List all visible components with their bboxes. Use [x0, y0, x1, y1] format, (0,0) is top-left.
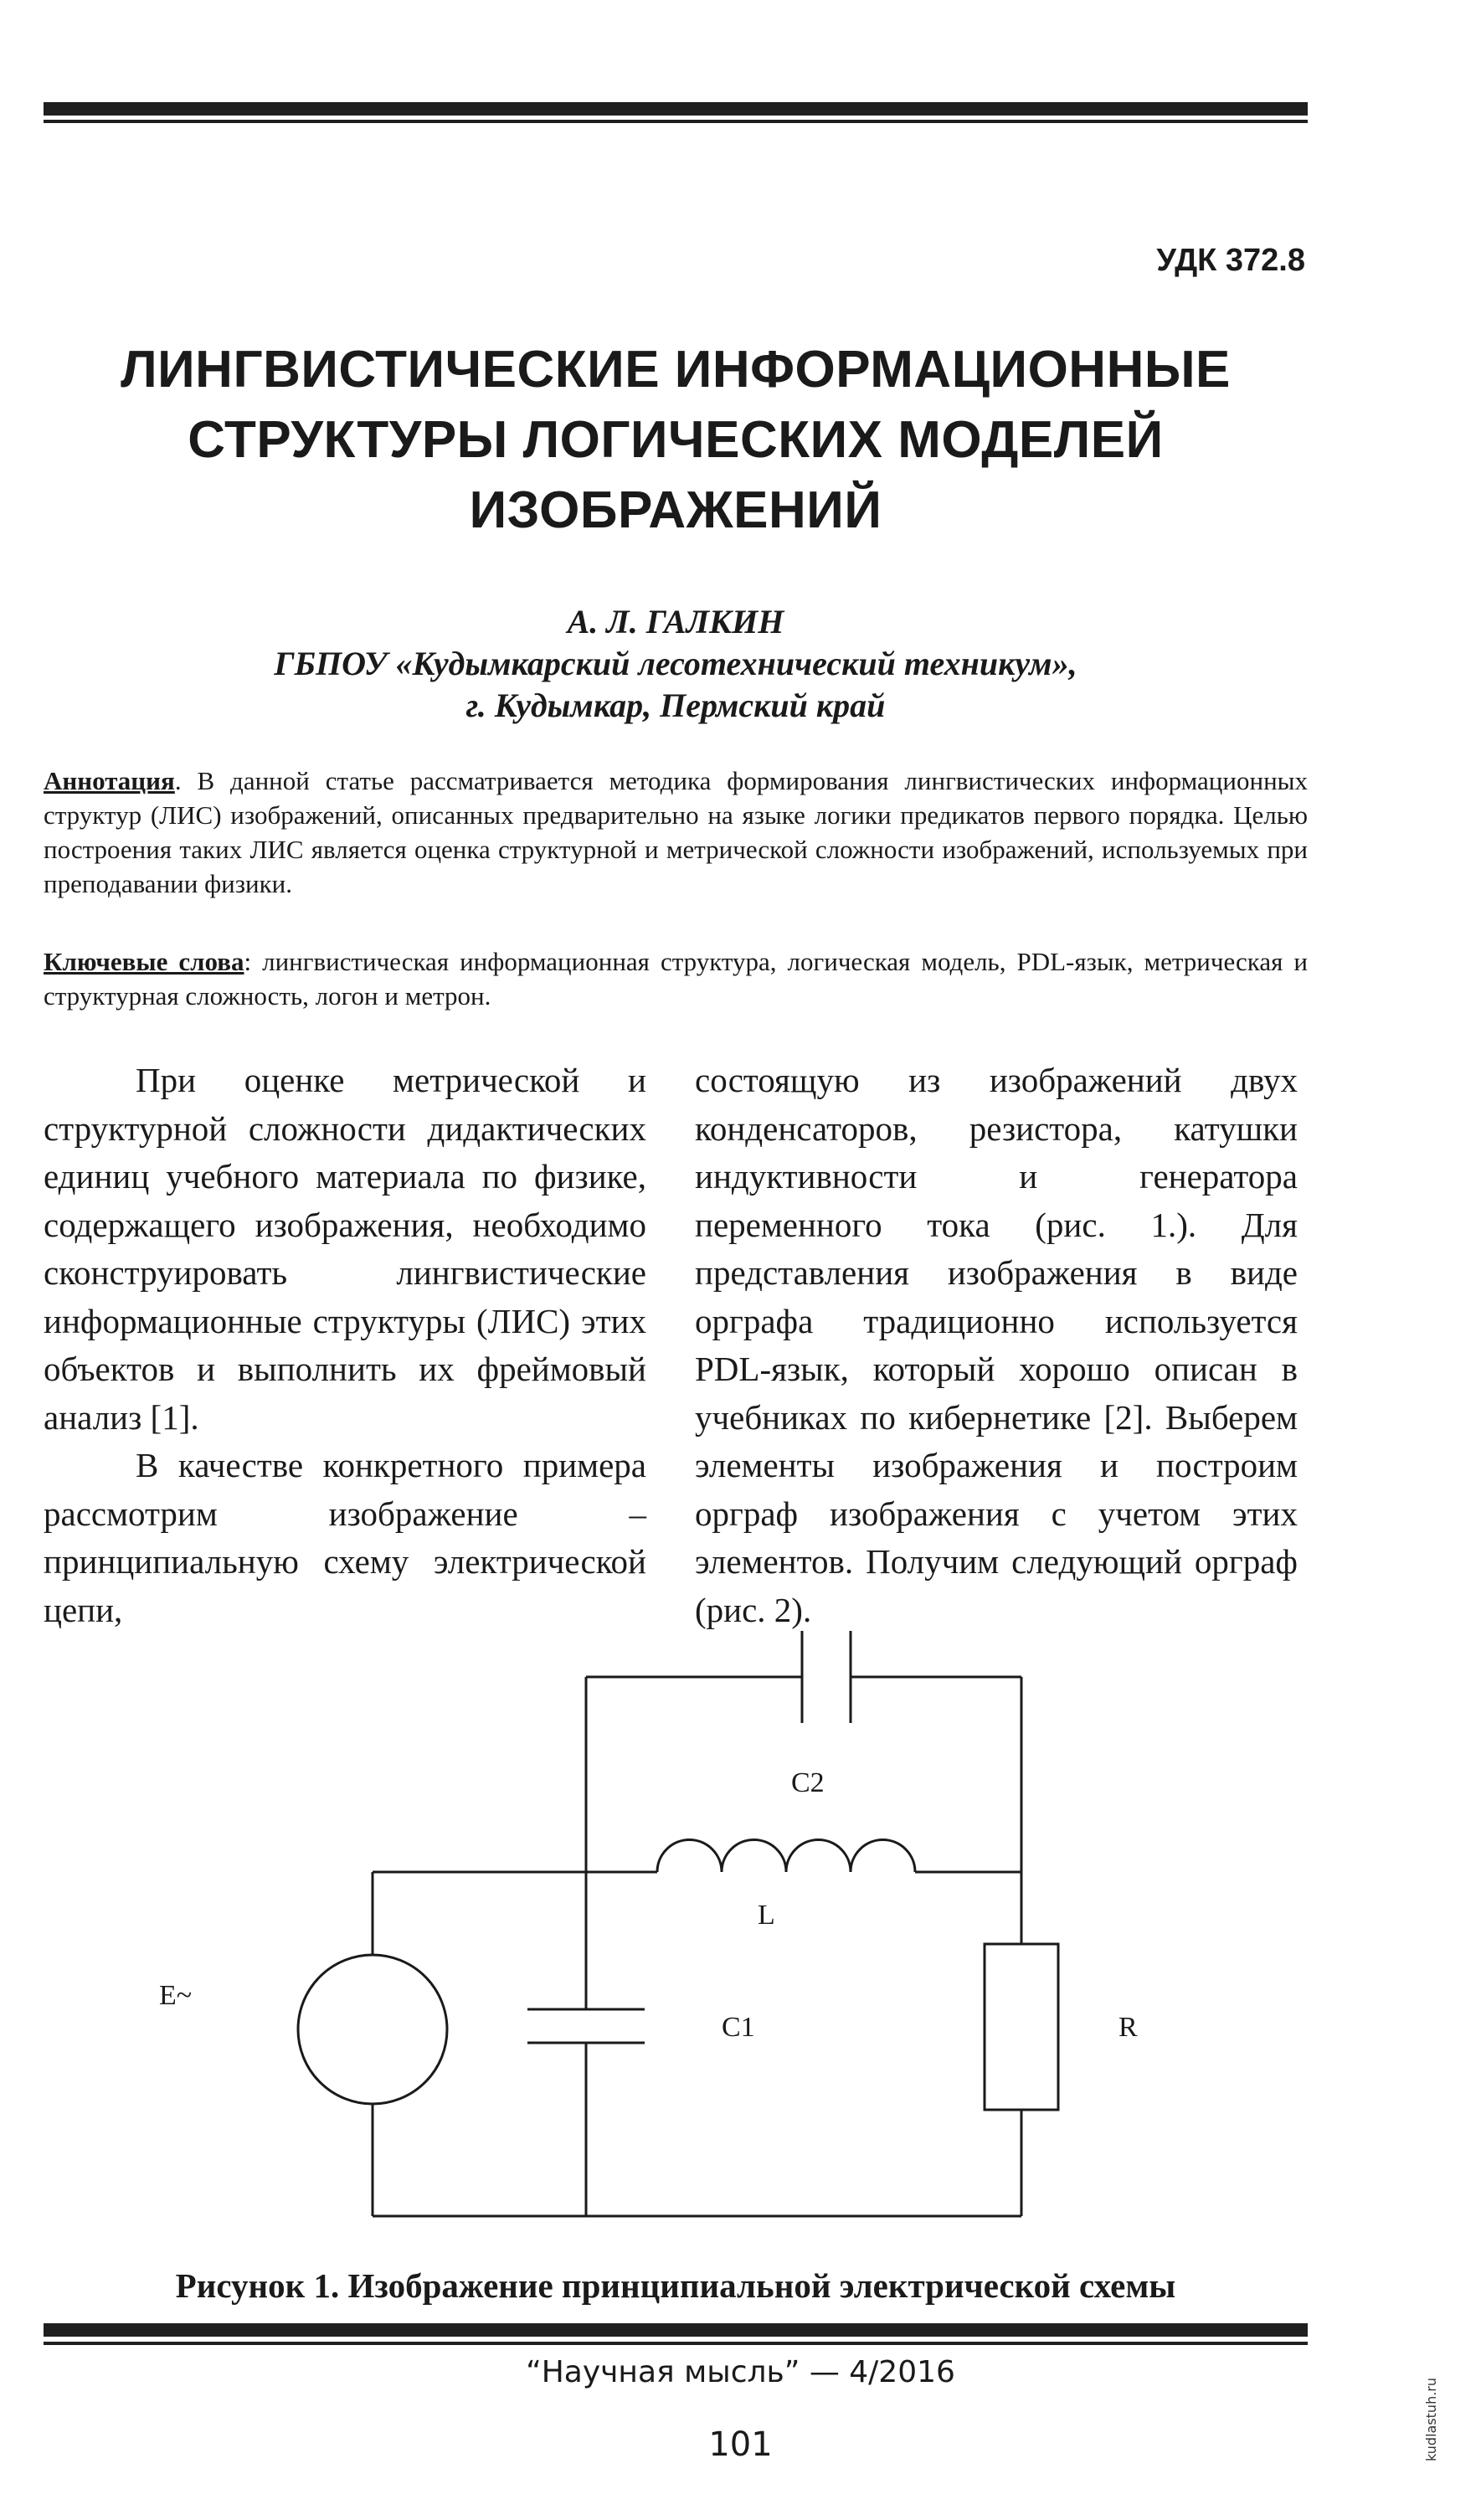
author-block [44, 601, 1308, 727]
author-name: А. Л. ГАЛКИН [567, 603, 784, 640]
abstract [44, 764, 1308, 901]
capacitor-c2 [802, 1631, 851, 1723]
body-column-right [695, 1057, 1298, 1634]
keywords-text: : лингвистическая информационная структура, логическая модель, PDL-язык, метрическая и структурная сложность, логон и метрон. [44, 947, 1308, 1011]
title-line: ИЗОБРАЖЕНИЙ [469, 481, 882, 539]
label-c1: C1 [722, 2012, 755, 2043]
title-line: СТРУКТУРЫ ЛОГИЧЕСКИХ МОДЕЛЕЙ [188, 411, 1164, 469]
label-l: L [758, 1900, 775, 1931]
abstract-label: Аннотация [44, 766, 175, 795]
body-column-left [44, 1057, 646, 1634]
body-paragraph: При оценке метрической и структурной сложности дидактических единиц учебного материала по физике, содержащего изображения, необходимо сконструировать лингвистические информационные структуры (ЛИС) этих объектов и выполнить их фреймовый анализ [1]. [44, 1061, 646, 1437]
bottom-rule-thin [44, 2342, 1308, 2345]
page-number: 101 [708, 2425, 773, 2464]
side-watermark: kudlastuh.ru [1423, 2377, 1439, 2461]
resistor-r [985, 1944, 1058, 2110]
label-e: E~ [159, 1980, 193, 2011]
label-r: R [1118, 2012, 1138, 2043]
udc-code: УДК 372.8 [1156, 243, 1305, 278]
figure-caption: Рисунок 1. Изображение принципиальной электрической схемы [175, 2266, 1176, 2305]
keywords [44, 944, 1308, 1013]
inductor-l [657, 1840, 915, 1873]
article-title [44, 335, 1308, 546]
bottom-rule-thick [44, 2323, 1308, 2337]
author-affiliation: ГБПОУ «Кудымкарский лесотехнический техникум», [274, 645, 1077, 682]
body-paragraph: В качестве конкретного примера рассмотрим изображение – принципиальную схему электрической цепи, [44, 1446, 646, 1629]
circuit-diagram [0, 1616, 1481, 2252]
keywords-label: Ключевые слова [44, 947, 244, 976]
top-rule-thick [44, 102, 1308, 116]
label-c2: C2 [791, 1767, 825, 1798]
journal-footer: “Научная мысль” — 4/2016 [526, 2355, 955, 2389]
capacitor-c1 [527, 2005, 645, 2043]
body-paragraph: состоящую из изображений двух конденсаторов, резистора, катушки индуктивности и генератора переменного тока (рис. 1.). Для представления изображения в виде орграфа традиционно используется PDL-язык, который хорошо описан в учебниках по кибернетике [2]. Выберем элементы изображения и построим орграф изображения с учетом этих элементов. Получим следующий орграф (рис. 2). [695, 1061, 1298, 1629]
author-location: г. Кудымкар, Пермский край [465, 687, 886, 724]
title-line: ЛИНГВИСТИЧЕСКИЕ ИНФОРМАЦИОННЫЕ [121, 341, 1231, 399]
abstract-text: . В данной статье рассматривается методика формирования лингвистических информационных структур (ЛИС) изображений, описанных предварительно на языке логики предикатов первого порядка. Целью построения таких ЛИС является оценка структурной и метрической сложности изображений, используемых при преподавании физики. [44, 766, 1308, 898]
top-rule-thin [44, 120, 1308, 123]
ac-source [298, 1955, 447, 2104]
